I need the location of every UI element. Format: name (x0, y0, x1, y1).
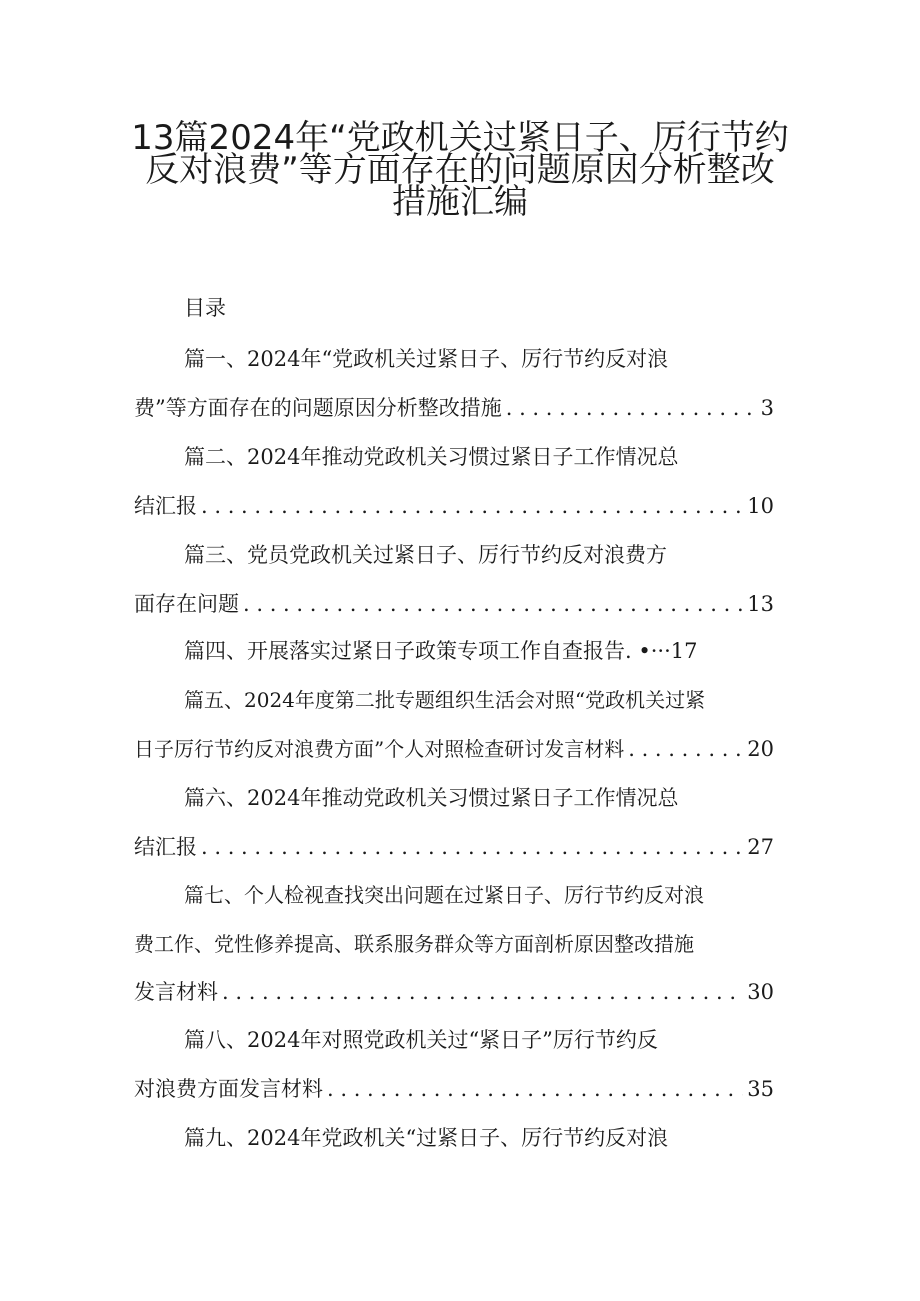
toc-entry-6-page: 27 (747, 835, 774, 859)
toc-entry-5-page: 20 (747, 737, 774, 761)
toc-entry-8-line-1: 篇八、2024年对照党政机关过“紧日子”厉行节约反 (184, 1028, 658, 1052)
toc-entry-2-text: 结汇报 (134, 494, 197, 518)
toc-entry-6-line-1: 篇六、2024年推动党政机关习惯过紧日子工作情况总 (184, 786, 679, 810)
toc-entry-8-text: 对浪费方面发言材料 (134, 1077, 323, 1101)
toc-entry-7-line-2: 费工作、党性修养提高、联系服务群众等方面剖析原因整改措施 (134, 932, 694, 956)
toc-leader-dots (628, 733, 743, 765)
toc-entry-9-line-1: 篇九、2024年党政机关“过紧日子、厉行节约反对浪 (184, 1126, 669, 1150)
toc-heading: 目录 (184, 296, 226, 320)
toc-entry-5-text: 日子厉行节约反对浪费方面”个人对照检查研讨发言材料 (134, 737, 625, 761)
title-line-2: 反对浪费”等方面存在的问题原因分析整改 (145, 150, 775, 190)
toc-entry-7-page: 30 (747, 980, 774, 1004)
toc-entry-4-line-1: 篇四、开展落实过紧日子政策专项工作自查报告. •···17 (184, 639, 698, 663)
toc-leader-dots (327, 1073, 743, 1105)
title-line-3: 措施汇编 (392, 182, 528, 222)
toc-entry-2-line-1: 篇二、2024年推动党政机关习惯过紧日子工作情况总 (184, 445, 679, 469)
toc-entry-3-page: 13 (747, 592, 774, 616)
toc-entry-2-line-2 (134, 490, 774, 522)
toc-leader-dots (201, 831, 743, 863)
toc-entry-3-text: 面存在问题 (134, 592, 239, 616)
toc-entry-7-text: 发言材料 (134, 980, 218, 1004)
toc-leader-dots (243, 588, 743, 620)
toc-entry-5-line-2 (134, 733, 774, 765)
toc-entry-1-page: 3 (760, 396, 774, 420)
toc-entry-7-line-1: 篇七、个人检视查找突出问题在过紧日子、厉行节约反对浪 (184, 883, 704, 907)
toc-entry-2-page: 10 (747, 494, 774, 518)
toc-entry-6-text: 结汇报 (134, 835, 197, 859)
toc-entry-5-line-1: 篇五、2024年度第二批专题组织生活会对照“党政机关过紧 (184, 688, 706, 712)
toc-leader-dots (506, 392, 757, 424)
toc-entry-1-line-1: 篇一、2024年“党政机关过紧日子、厉行节约反对浪 (184, 347, 669, 371)
toc-entry-3-line-2 (134, 588, 774, 620)
toc-entry-8-page: 35 (747, 1077, 774, 1101)
title-line-1: 13篇2024年“党政机关过紧日子、厉行节约 (131, 118, 789, 158)
toc-leader-dots (222, 976, 743, 1008)
toc-entry-7-line-3 (134, 976, 774, 1008)
toc-entry-6-line-2 (134, 831, 774, 863)
toc-entry-1-text: 费”等方面存在的问题原因分析整改措施 (134, 396, 502, 420)
toc-entry-8-line-2 (134, 1073, 774, 1105)
toc-entry-1-line-2 (134, 392, 774, 424)
toc-entry-3-line-1: 篇三、党员党政机关过紧日子、厉行节约反对浪费方 (184, 543, 667, 567)
toc-leader-dots (201, 490, 743, 522)
